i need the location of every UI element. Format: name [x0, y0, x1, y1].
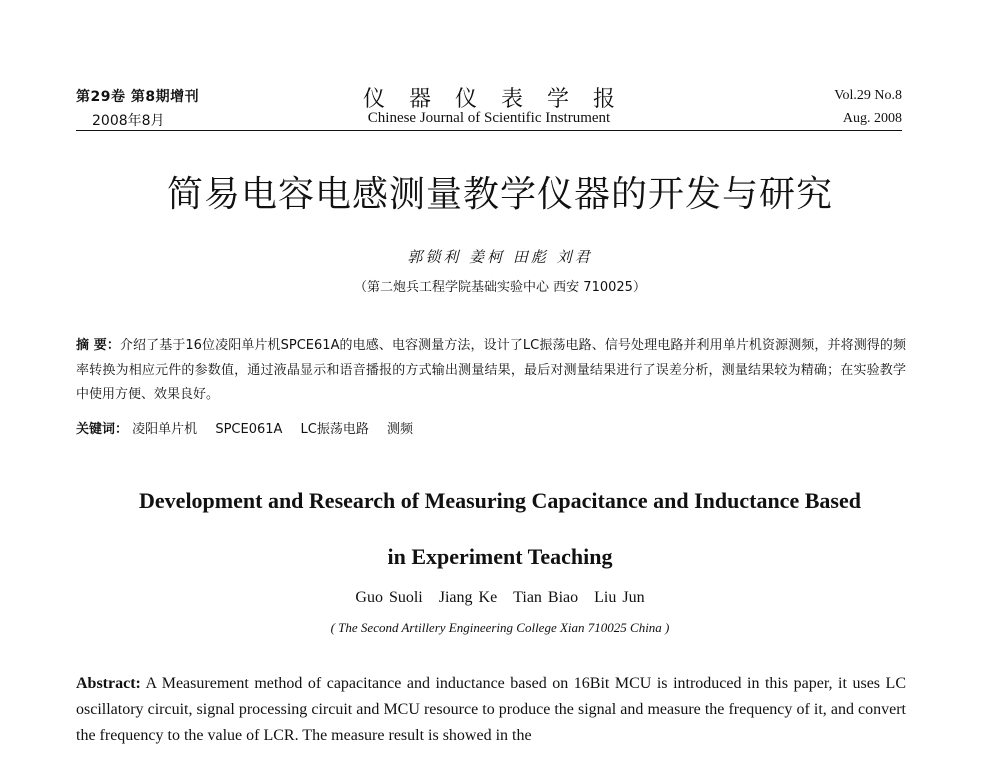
issue-date-en: Aug. 2008 [842, 111, 902, 126]
volume-issue-en: Vol.29 No.8 [834, 88, 902, 103]
authors-zh: 郭锁利 姜柯 田彪 刘君 [407, 248, 593, 266]
paper-title-en-line1: Development and Research of Measuring Capacitance and Inductance Based [139, 488, 861, 513]
affiliation-en: ( The Second Artillery Engineering College Xian 710025 China ) [330, 620, 670, 635]
running-header [76, 82, 902, 132]
paper-title-en-line2: in Experiment Teaching [387, 544, 613, 569]
authors-en [0, 589, 1000, 607]
keywords-zh-label: 关键词： [76, 422, 129, 437]
keyword: 凌阳单片机 [132, 422, 198, 437]
volume-issue: 第29卷 第8期增刊 [76, 89, 200, 105]
keyword: 测频 [387, 422, 414, 437]
abstract-zh-text: 介绍了基于16位凌阳单片机SPCE61A的电感、电容测量方法，设计了LC振荡电路、信号处理电路并利用单片机资源测频，并将测得的频率转换为相应元件的参数值，通过液晶显示和语音播报的方式输出测量结果，最后对测量结果进行了误差分析，测量结果较为精确；在实验教学中使用方便、效果良好。 [76, 338, 906, 402]
journal-name-en: Chinese Journal of Scientific Instrument [367, 110, 611, 126]
issue-date-zh: 2008年8月 [92, 113, 165, 129]
keywords-zh [76, 418, 906, 437]
abstract-en-label: Abstract: [76, 675, 141, 692]
abstract-zh [76, 334, 906, 408]
abstract-zh-label: 摘 要： [76, 338, 120, 353]
header-rule [76, 130, 902, 131]
abstract-en [76, 671, 906, 749]
author-name: Guo Suoli [355, 589, 423, 606]
affiliation-zh: （第二炮兵工程学院基础实验中心 西安 710025） [354, 280, 646, 295]
paper-title-zh: 简易电容电感测量教学仪器的开发与研究 [166, 174, 833, 215]
author-name: Jiang Ke [438, 589, 498, 606]
keyword: LC振荡电路 [300, 422, 369, 437]
abstract-en-text: A Measurement method of capacitance and inductance based on 16Bit MCU is introduced in this paper, it uses LC oscillatory circuit, signal processing circuit and MCU resource to produce the signal and measure the frequency of it, and convert the frequency to the value of LCR. The measure result is showed in the [76, 675, 907, 744]
journal-name-zh: 仪器仪表学报 [362, 87, 639, 112]
keyword: SPCE061A [215, 422, 283, 437]
author-name: Tian Biao [513, 589, 579, 606]
author-name: Liu Jun [594, 589, 645, 606]
